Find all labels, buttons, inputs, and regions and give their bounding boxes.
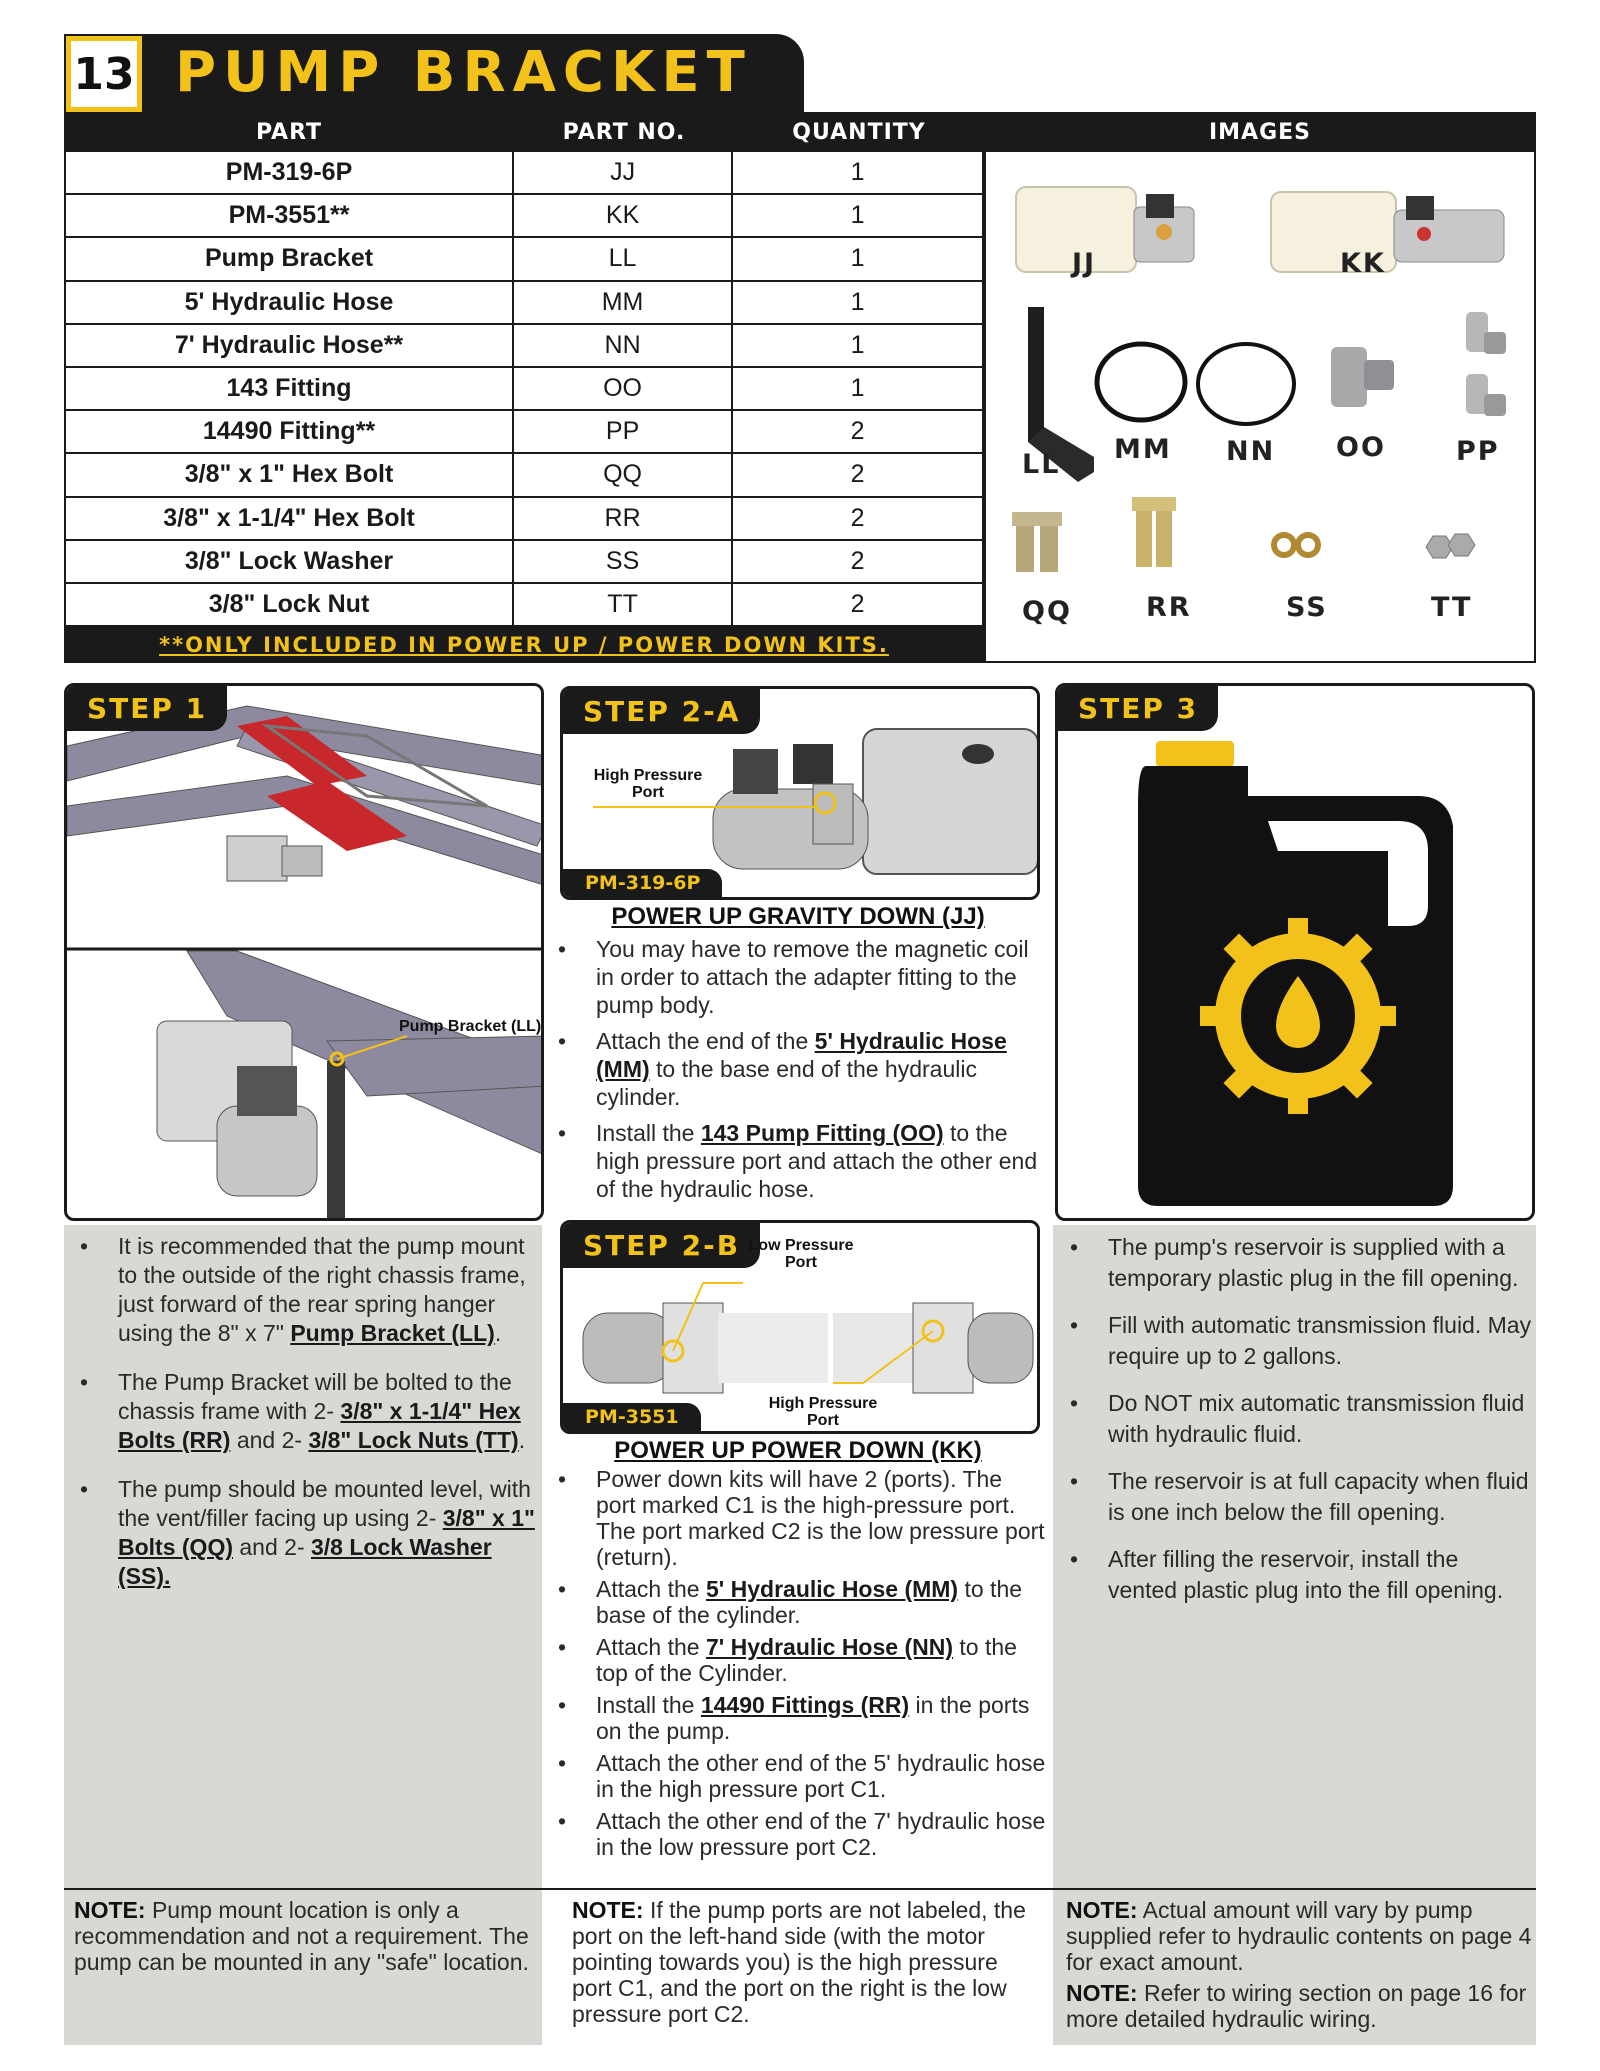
step2b-callout-low: Low Pressure Port xyxy=(748,1237,854,1271)
part-name-cell: 3/8" Lock Washer xyxy=(66,541,514,582)
col-header-partno: PART NO. xyxy=(562,119,686,145)
step2b-bullet-3: • Attach the 7' Hydraulic Hose (NN) to the top of the Cylinder. xyxy=(548,1634,1048,1686)
part-name-cell: PM-319-6P xyxy=(66,152,514,193)
table-row xyxy=(64,152,984,195)
part-name-cell: 3/8" Lock Nut xyxy=(66,584,514,625)
parts-table xyxy=(64,112,1536,657)
step1-illustration xyxy=(67,686,544,1221)
step3-panel xyxy=(1055,683,1535,1221)
step2b-bullet-2: • Attach the 5' Hydraulic Hose (MM) to the base of the cylinder. xyxy=(548,1576,1048,1628)
image-label-qq: QQ xyxy=(1022,596,1072,627)
image-label-pp: PP xyxy=(1456,436,1500,467)
part-number-cell: KK xyxy=(514,195,733,236)
step2b-bullet-4: • Install the 14490 Fittings (RR) in the ports on the pump. xyxy=(548,1692,1048,1744)
step3-bullet-2: • Fill with automatic transmission fluid. May require up to 2 gallons. xyxy=(1060,1310,1532,1372)
step3-bullets xyxy=(1060,1232,1532,1606)
image-label-ss: SS xyxy=(1286,592,1328,623)
step1-tab: STEP 1 xyxy=(67,686,227,731)
step2b-bullet-6: • Attach the other end of the 7' hydraulic hose in the low pressure port C2. xyxy=(548,1808,1048,1860)
page-title: PUMP BRACKET xyxy=(175,40,752,105)
link-5ft-hose-mm[interactable]: 5' Hydraulic Hose (MM) xyxy=(596,1028,1007,1082)
link-14490-fittings[interactable]: 14490 Fittings (RR) xyxy=(700,1692,910,1718)
part-number-cell: LL xyxy=(514,238,733,279)
step2b-bullet-5: • Attach the other end of the 5' hydraulic hose in the high pressure port C1. xyxy=(548,1750,1048,1802)
step1-bullet-3: • The pump should be mounted level, with the vent/filler facing up using 2- 3/8" x 1" Bolts (QQ) and 2- 3/8 Lock Washer (SS). xyxy=(70,1475,538,1591)
step3-bullet-1: • The pump's reservoir is supplied with a temporary plastic plug in the fill opening. xyxy=(1060,1232,1532,1294)
step2a-bullet-2: • Attach the end of the 5' Hydraulic Hose (MM) to the base end of the hydraulic cylinder. xyxy=(548,1027,1048,1111)
part-number-cell: PP xyxy=(514,411,733,452)
fluid-jug-icon xyxy=(1058,686,1535,1221)
parts-images-panel xyxy=(984,152,1536,663)
part-name-cell: 143 Fitting xyxy=(66,368,514,409)
link-7ft-hose-nn[interactable]: 7' Hydraulic Hose (NN) xyxy=(705,1634,953,1660)
notes-divider xyxy=(64,1888,1536,1890)
quantity-cell: 1 xyxy=(850,374,865,403)
washers-ss-image xyxy=(1274,535,1318,555)
part-number-cell: MM xyxy=(514,282,733,323)
part-number-cell: QQ xyxy=(514,454,733,495)
step3-bullet-5: • After filling the reservoir, install the vented plastic plug into the fill opening. xyxy=(1060,1544,1532,1606)
fitting-oo-image xyxy=(1331,347,1394,407)
link-lock-nuts-tt[interactable]: 3/8" Lock Nuts (TT) xyxy=(308,1427,519,1453)
quantity-cell: 1 xyxy=(850,287,865,316)
link-5ft-hose-mm-2b[interactable]: 5' Hydraulic Hose (MM) xyxy=(705,1576,959,1602)
part-name-cell: 14490 Fitting** xyxy=(66,411,514,452)
col-header-part: PART xyxy=(255,119,323,145)
quantity-cell: 2 xyxy=(850,589,865,618)
step1-bullets xyxy=(70,1232,538,1591)
step2a-bullet-1: • You may have to remove the magnetic coil in order to attach the adapter fitting to the pump body. xyxy=(548,935,1048,1019)
quantity-cell: 1 xyxy=(850,330,865,359)
bolts-qq-image xyxy=(1012,512,1062,572)
part-name-cell: PM-3551** xyxy=(66,195,514,236)
image-label-jj: JJ xyxy=(1072,248,1097,279)
step3-note-1: NOTE: Actual amount will vary by pump supplied refer to hydraulic contents on page 4 for exact amount. xyxy=(1066,1897,1532,1975)
step2a-model-tag: PM-319-6P xyxy=(563,869,722,897)
image-label-oo: OO xyxy=(1336,432,1386,463)
step2a-panel xyxy=(560,686,1040,900)
parts-illustrations xyxy=(986,152,1538,663)
step2b-note: NOTE: If the pump ports are not labeled, the port on the left-hand side (with the motor pointing towards you) is the high pressure port C1, and the port on the right is the low pressure port C2. xyxy=(572,1897,1026,2027)
step3-bullet-3: • Do NOT mix automatic transmission fluid with hydraulic fluid. xyxy=(1060,1388,1532,1450)
table-header xyxy=(64,112,1536,152)
image-label-tt: TT xyxy=(1431,592,1473,623)
step2b-bullets xyxy=(548,1466,1048,1860)
step2a-bullets xyxy=(548,935,1048,1203)
hose-nn-image xyxy=(1198,344,1294,424)
step1-panel xyxy=(64,683,544,1221)
table-row xyxy=(64,368,984,411)
part-name-cell: 3/8" x 1-1/4" Hex Bolt xyxy=(66,498,514,539)
table-row xyxy=(64,238,984,281)
part-number-cell: NN xyxy=(514,325,733,366)
part-number-cell: SS xyxy=(514,541,733,582)
step3-tab: STEP 3 xyxy=(1058,686,1218,731)
table-row xyxy=(64,195,984,238)
step2b-model-tag: PM-3551 xyxy=(563,1403,701,1431)
quantity-cell: 2 xyxy=(850,546,865,575)
image-label-rr: RR xyxy=(1146,592,1192,623)
quantity-cell: 2 xyxy=(850,417,865,446)
step2a-bullet-3: • Install the 143 Pump Fitting (OO) to the high pressure port and attach the other end of the hydraulic hose. xyxy=(548,1119,1048,1203)
nuts-tt-image xyxy=(1426,534,1475,558)
table-row xyxy=(64,498,984,541)
step2b-tab: STEP 2-B xyxy=(563,1223,760,1268)
quantity-cell: 2 xyxy=(850,460,865,489)
quantity-cell: 1 xyxy=(850,158,865,187)
step2a-title: POWER UP GRAVITY DOWN (JJ) xyxy=(611,903,985,930)
step2a-tab: STEP 2-A xyxy=(563,689,760,734)
pump-jj-image xyxy=(1016,187,1194,272)
link-pump-bracket[interactable]: Pump Bracket (LL) xyxy=(290,1320,495,1346)
step2b-bullet-1: • Power down kits will have 2 (ports). The port marked C1 is the high-pressure port. The port marked C2 is the low pressure port (return). xyxy=(548,1466,1048,1570)
step1-callout: Pump Bracket (LL) xyxy=(399,1018,542,1035)
step1-note: NOTE: Pump mount location is only a recommendation and not a requirement. The pump can be mounted in any "safe" location. xyxy=(74,1897,529,1975)
link-bolts-qq[interactable]: 3/8" x 1" Bolts (QQ) xyxy=(118,1505,535,1560)
step2b-callout-high: High Pressure Port xyxy=(768,1395,878,1429)
pump-kk-image xyxy=(1271,192,1504,272)
part-number-cell: JJ xyxy=(514,152,733,193)
table-row xyxy=(64,325,984,368)
table-row xyxy=(64,541,984,584)
step2b-panel xyxy=(560,1220,1040,1434)
part-name-cell: Pump Bracket xyxy=(66,238,514,279)
link-lock-washer-ss[interactable]: 3/8 Lock Washer (SS). xyxy=(118,1534,492,1589)
image-label-nn: NN xyxy=(1226,436,1276,467)
link-hex-bolts-rr[interactable]: 3/8" x 1-1/4" Hex Bolts (RR) xyxy=(118,1398,521,1453)
col-header-qty: QUANTITY xyxy=(792,119,926,145)
col-header-images: IMAGES xyxy=(1208,119,1312,145)
link-143-fitting-oo[interactable]: 143 Pump Fitting (OO) xyxy=(700,1120,944,1146)
step3-bullet-4: • The reservoir is at full capacity when fluid is one inch below the fill opening. xyxy=(1060,1466,1532,1528)
part-name-cell: 3/8" x 1" Hex Bolt xyxy=(66,454,514,495)
quantity-cell: 1 xyxy=(850,244,865,273)
quantity-cell: 2 xyxy=(850,503,865,532)
part-number-cell: TT xyxy=(514,584,733,625)
image-label-mm: MM xyxy=(1114,434,1172,465)
table-body xyxy=(64,152,984,627)
image-label-kk: KK xyxy=(1340,248,1386,279)
part-number-cell: OO xyxy=(514,368,733,409)
section-number: 13 xyxy=(66,36,142,112)
bolts-rr-image xyxy=(1132,497,1176,567)
step3-note-2: NOTE: Refer to wiring section on page 16 for more detailed hydraulic wiring. xyxy=(1066,1980,1527,2032)
step2a-callout: High Pressure Port xyxy=(593,767,703,801)
table-row xyxy=(64,282,984,325)
quantity-cell: 1 xyxy=(850,201,865,230)
image-label-ll: LL xyxy=(1022,449,1061,480)
table-row xyxy=(64,411,984,454)
step1-bullet-2: • The Pump Bracket will be bolted to the chassis frame with 2- 3/8" x 1-1/4" Hex Bolts (RR) and 2- 3/8" Lock Nuts (TT). xyxy=(70,1368,538,1455)
step1-bullet-1: • It is recommended that the pump mount to the outside of the right chassis frame, just forward of the rear spring hanger using the 8" x 7" Pump Bracket (LL). xyxy=(70,1232,538,1348)
fitting-pp-image xyxy=(1466,312,1506,416)
table-row xyxy=(64,584,984,627)
table-footnote: **ONLY INCLUDED IN POWER UP / POWER DOWN KITS. xyxy=(64,627,984,663)
part-number-cell: RR xyxy=(514,498,733,539)
hose-mm-image xyxy=(1097,344,1185,420)
step2b-title: POWER UP POWER DOWN (KK) xyxy=(614,1437,982,1464)
table-row xyxy=(64,454,984,497)
part-name-cell: 7' Hydraulic Hose** xyxy=(66,325,514,366)
part-name-cell: 5' Hydraulic Hose xyxy=(66,282,514,323)
